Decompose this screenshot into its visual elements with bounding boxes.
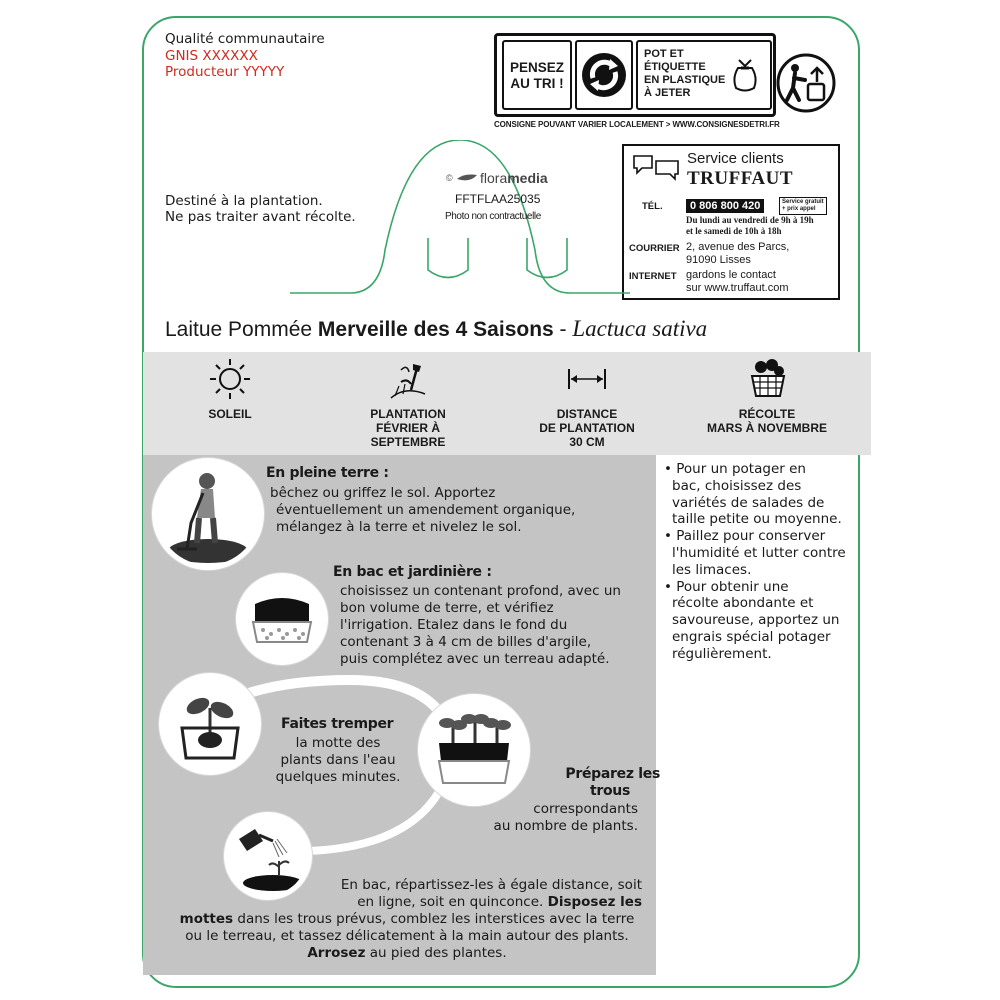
step-tray-text <box>340 583 621 668</box>
icon-harvest-line-2: MARS À NOVEMBRE <box>706 421 827 435</box>
web-line-1: gardons le contact <box>686 269 776 281</box>
quality-block <box>165 31 325 81</box>
holes-illustration <box>418 694 530 806</box>
pot-etiquette-cell <box>636 40 772 110</box>
holes-line-2: au nombre de plants. <box>493 818 638 834</box>
tip-line: l'humidité et lutter contre <box>672 544 846 561</box>
title-prefix: Laitue Pommée <box>165 318 318 341</box>
step-soak-title: Faites tremper <box>281 716 394 732</box>
pot-line-3: EN PLASTIQUE <box>644 74 726 86</box>
final-line-5a: Arrosez <box>307 945 366 961</box>
icon-label-distance <box>512 407 662 449</box>
opening-hours <box>686 215 814 237</box>
soil-tray-icon <box>241 578 323 660</box>
icon-label-planting <box>333 407 483 449</box>
pensez-au-tri-cell <box>502 40 572 110</box>
note-line-1: Destiné à la plantation. <box>165 193 323 209</box>
triman-person-bin-icon <box>775 52 837 114</box>
web-line-2: sur www.truffaut.com <box>686 281 789 294</box>
tel-note-line-2: + prix appel <box>782 206 816 212</box>
tray-illustration <box>236 573 328 665</box>
tip-line: • Pour un potager en <box>664 461 806 477</box>
tray-line-2: bon volume de terre, et vérifiez <box>340 600 554 616</box>
ground-line-2: éventuellement un amendement organique, <box>276 502 576 518</box>
seedling-in-water-icon <box>164 678 256 770</box>
gnis-text: GNIS XXXXXX <box>165 47 258 64</box>
web-label: INTERNET <box>629 271 677 282</box>
planting-icon <box>385 356 431 402</box>
sun-icon <box>208 357 252 401</box>
tray-line-3: l'irrigation. Etalez dans le fond du <box>340 617 568 633</box>
step-ground-text <box>270 485 575 536</box>
step-holes <box>520 766 660 800</box>
tip-line: les limaces. <box>672 561 752 578</box>
recycling-logo <box>494 33 776 117</box>
final-line-2a: en ligne, soit en quinconce. <box>357 894 548 910</box>
step-ground-title: En pleine terre : <box>266 465 389 481</box>
pensez-text: PENSEZ <box>509 60 564 75</box>
icon-label-harvest <box>692 407 842 435</box>
icon-planting-line-3: SEPTEMBRE <box>370 435 446 449</box>
floramedia-leaf-icon <box>456 173 478 185</box>
title-variety: Merveille des 4 Saisons <box>317 318 554 341</box>
step-tray-title: En bac et jardinière : <box>333 564 492 580</box>
icon-distance-line-3: 30 CM <box>569 435 605 449</box>
tel-note-line-1: Service gratuit <box>782 199 824 205</box>
ground-line-3: mélangez à la terre et nivelez le sol. <box>276 519 522 535</box>
icon-planting-line-2: FÉVRIER À <box>375 421 440 435</box>
mail-line-1: 2, avenue des Parcs, <box>686 241 790 253</box>
consigne-text: CONSIGNE POUVANT VARIER LOCALEMENT > WWW.CONSIGNESDETRI.FR <box>494 120 780 129</box>
soak-illustration <box>159 673 261 775</box>
soak-line-1: la motte des <box>295 735 381 751</box>
tip-line: • Pour obtenir une <box>664 578 789 595</box>
quality-text: Qualité communautaire <box>165 31 325 47</box>
tray-seedlings-icon <box>423 699 525 801</box>
tip-line: • Paillez pour conserver <box>664 528 826 545</box>
step-final-text-2 <box>162 911 652 962</box>
triman-arrows-icon <box>579 50 629 100</box>
hours-line-1: Du lundi au vendredi de 9h à 19h <box>686 215 814 225</box>
gardener-illustration <box>152 458 264 570</box>
final-line-3a: mottes <box>179 911 234 927</box>
gardener-icon <box>157 463 259 565</box>
final-line-2b: Disposez les <box>547 894 642 910</box>
brand-flora: flora <box>480 170 508 186</box>
pot-line-4: À JETER <box>644 87 691 99</box>
icon-sun-line-1: SOLEIL <box>208 407 252 421</box>
step-holes-text <box>452 801 638 835</box>
trash-bag-icon <box>730 56 760 94</box>
tray-line-4: contenant 3 à 4 cm de billes d'argile, <box>340 634 592 650</box>
hours-line-2: et le samedi de 10h à 18h <box>686 226 782 236</box>
step-final-text <box>160 877 650 911</box>
mail-address <box>686 241 789 266</box>
pot-line-2: ÉTIQUETTE <box>644 61 706 73</box>
title-separator: - <box>553 318 573 341</box>
note-line-2: Ne pas traiter avant récolte. <box>165 209 356 225</box>
tray-line-1: choisissez un contenant profond, avec un <box>340 583 621 599</box>
holes-line-1: correspondants <box>533 801 638 817</box>
pot-line-1: POT ET <box>644 48 684 60</box>
step-soak-text <box>268 735 408 786</box>
tel-note <box>779 197 827 215</box>
icon-label-sun <box>155 407 305 421</box>
producer-text: Producteur YYYYY <box>165 64 285 80</box>
au-tri-text: AU TRI ! <box>510 76 564 91</box>
step-ground <box>266 465 389 482</box>
truffaut-brand: TRUFFAUT <box>687 168 794 189</box>
tip-line: savoureuse, apportez un <box>672 612 840 629</box>
product-title <box>165 316 707 342</box>
tips-column <box>664 461 846 663</box>
tray-line-5: puis complétez avec un terreau adapté. <box>340 651 610 667</box>
step-holes-title-1: Préparez les <box>565 766 660 782</box>
floramedia-logo <box>480 170 548 186</box>
harvest-basket-icon <box>746 356 790 400</box>
step-tray <box>333 564 492 581</box>
service-title: Service clients <box>687 150 784 167</box>
tip-line: taille petite ou moyenne. <box>672 511 842 528</box>
final-line-5b: au pied des plantes. <box>365 945 507 961</box>
mail-line-2: 91090 Lisses <box>686 253 751 266</box>
soak-line-3: quelques minutes. <box>275 769 401 785</box>
tip-line: bac, choisissez des <box>672 477 802 494</box>
ground-line-1: bêchez ou griffez le sol. Apportez <box>270 485 496 501</box>
product-code: FFTFLAA25035 <box>455 192 541 206</box>
distance-icon <box>566 365 608 393</box>
recycle-arrows-cell <box>575 40 633 110</box>
tip-line: variétés de salades de <box>672 494 825 511</box>
title-latin: Lactuca sativa <box>572 316 708 341</box>
mail-label: COURRIER <box>629 243 680 254</box>
step-soak <box>281 716 393 733</box>
final-line-3b: dans les trous prévus, comblez les interstices avec la terre <box>233 911 635 927</box>
copyright-mark: © <box>446 173 453 183</box>
tel-number: 0 806 800 420 <box>686 199 764 213</box>
tip-line: récolte abondante et <box>672 595 814 612</box>
chat-bubbles-icon <box>632 154 680 182</box>
brand-media: media <box>507 170 548 186</box>
web-address <box>686 269 789 294</box>
final-line-1: En bac, répartissez-les à égale distance, soit <box>340 877 642 893</box>
tip-line: engrais spécial potager <box>672 628 831 645</box>
icon-distance-line-1: DISTANCE <box>556 407 618 421</box>
step-holes-title-2: trous <box>589 783 630 799</box>
final-line-4: ou le terreau, et tassez délicatement à la main autour des plants. <box>185 928 629 944</box>
icon-planting-line-1: PLANTATION <box>370 407 446 421</box>
icon-harvest-line-1: RÉCOLTE <box>738 407 796 421</box>
tip-line: régulièrement. <box>672 645 772 662</box>
soak-line-2: plants dans l'eau <box>280 752 396 768</box>
tel-label: TÉL. <box>642 201 663 212</box>
photo-note: Photo non contractuelle <box>445 211 541 222</box>
icon-distance-line-2: DE PLANTATION <box>539 421 635 435</box>
